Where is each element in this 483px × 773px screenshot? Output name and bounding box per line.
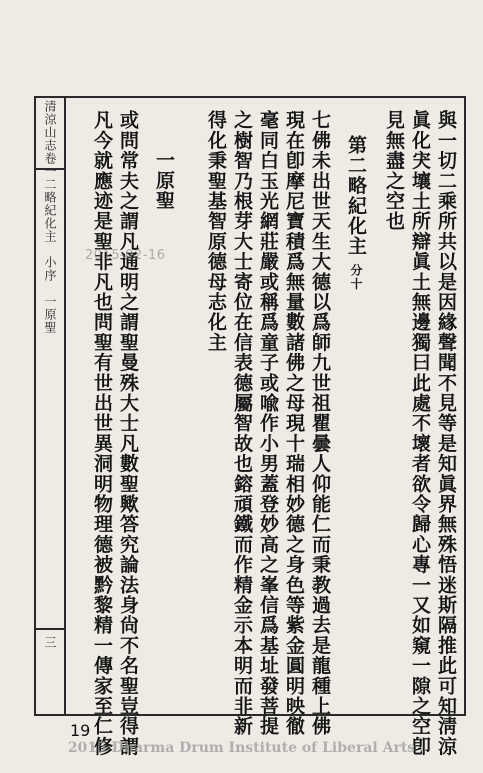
text-column-5: 現在卽摩尼寶積爲無量數諸佛之母現十瑞相妙德之身色等紫金圓明映徹 xyxy=(283,110,305,737)
section-title: 二略紀化主 小序 一原聖 xyxy=(43,178,57,334)
footer-watermark: 2015 Dharma Drum Institute of Liberal Arts xyxy=(67,740,416,756)
margin-rule xyxy=(64,96,66,716)
text-column-6: 毫同白玉光網莊嚴或稱爲童子或喩作小男蓋登妙高之峯信爲基址發菩提 xyxy=(257,110,279,737)
text-column-3: 見無盡之空也 xyxy=(383,110,405,232)
text-column-1: 與一切二乘所共以是因緣聲聞不見等是知眞界無殊悟迷斯隔推此可知淸涼 xyxy=(435,110,457,757)
margin-divider-bottom xyxy=(34,628,66,630)
sub-heading: 一原聖 xyxy=(153,150,175,211)
date-stamp: 2015-02-16 xyxy=(85,248,166,263)
chapter-heading-column xyxy=(346,135,365,291)
text-column-8: 得化秉聖基智原德母志化主 xyxy=(205,110,227,353)
page-number: 19 xyxy=(70,721,91,740)
text-column-7: 之樹智乃根芽大士寄位在信表德屬智故也鎔頑鐵而作精金示本明而非新 xyxy=(231,110,253,737)
folio-number: 三 xyxy=(43,636,57,649)
text-column-10: 凡今就應迹是聖非凡也問聖有世出世異洞明物理德被黔黎精一傳家至仁修 xyxy=(91,110,113,757)
book-title: 清涼山志卷一 xyxy=(43,100,57,178)
chapter-note: 分十 xyxy=(349,264,363,291)
text-column-9: 或問常夫之謂凡通明之謂聖曼殊大士凡數聖歟答究論法身尙不名聖豈得謂 xyxy=(117,110,139,757)
text-column-4: 七佛未出世天生大德以爲師九世祖瞿曇人仰能仁而秉教過去是龍種上佛 xyxy=(309,110,331,737)
chapter-heading: 第二略紀化主 xyxy=(345,135,367,257)
text-column-2: 眞化宊壤土所辯眞土無邊獨曰此處不壞者欲令歸心專一又如窺一隙之空卽 xyxy=(409,110,431,757)
